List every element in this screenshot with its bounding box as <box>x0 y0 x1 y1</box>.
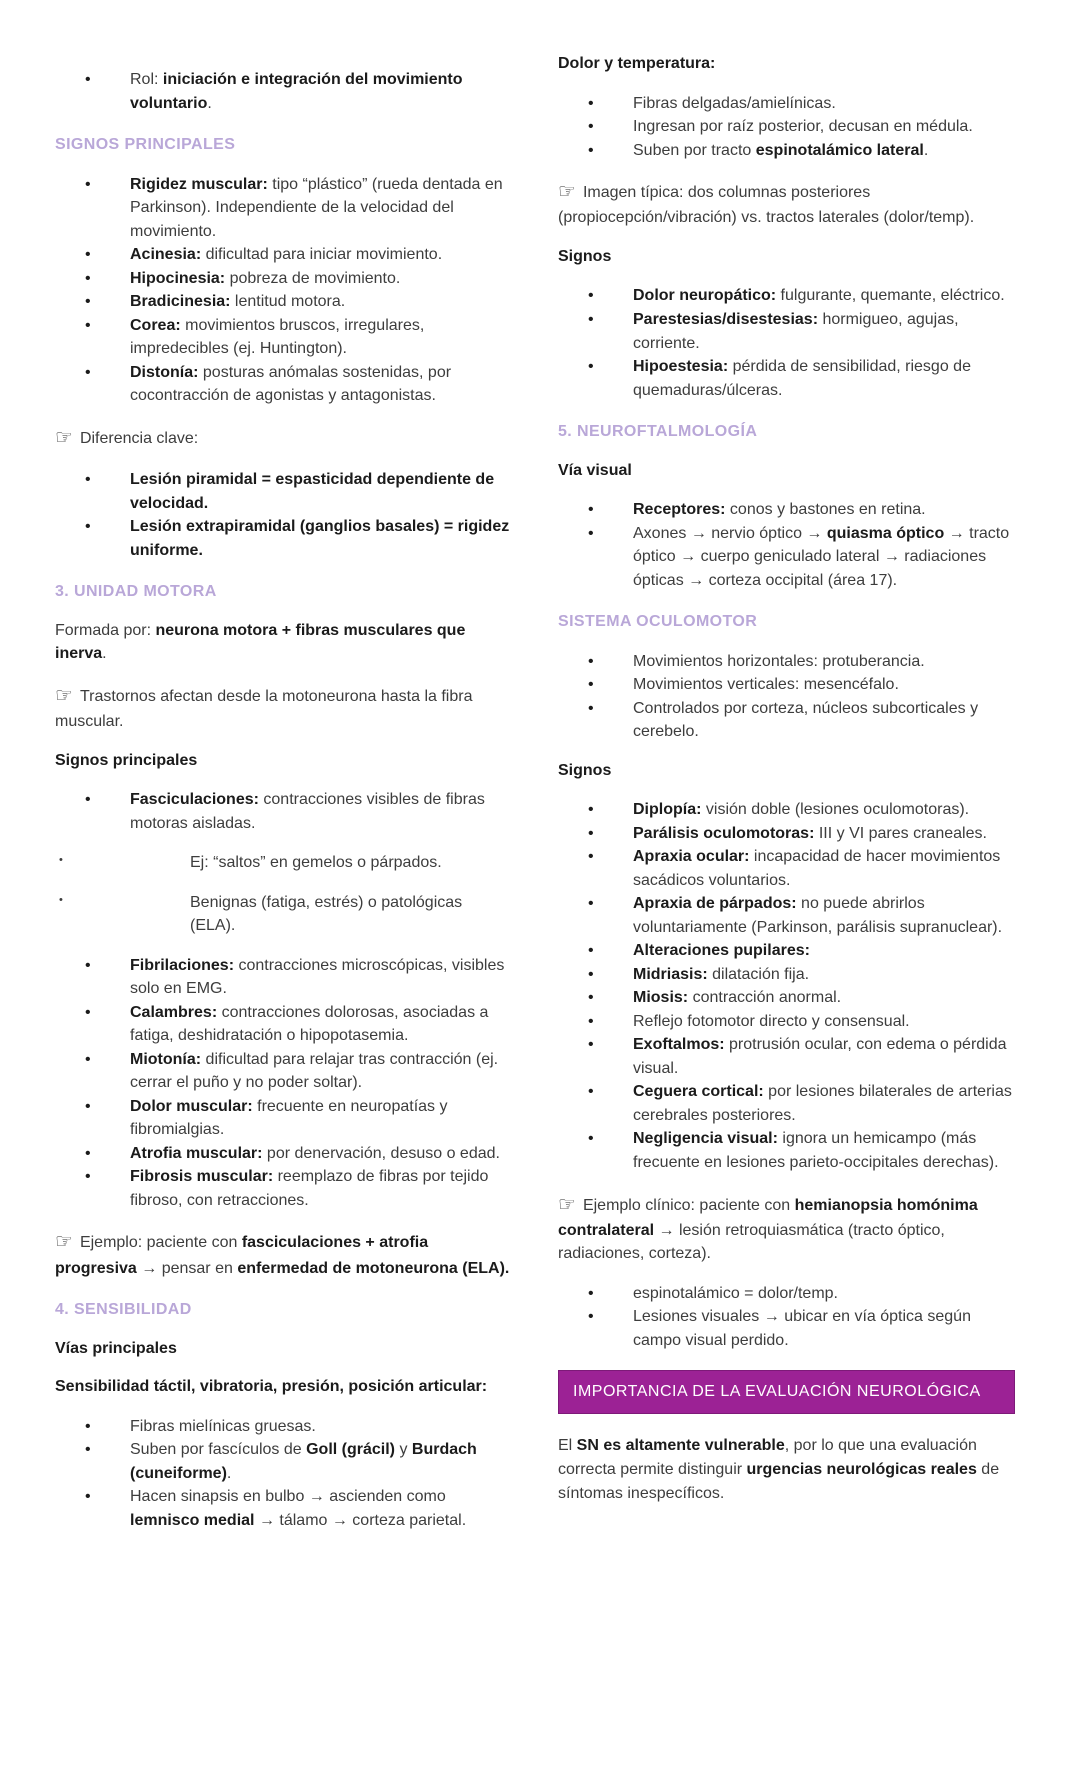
bold-text: Rigidez muscular: <box>130 175 268 193</box>
bullet-item <box>55 173 510 244</box>
subheading <box>558 459 1015 483</box>
bullet-list <box>558 798 1015 1174</box>
bold-text: Fasciculaciones: <box>130 791 259 809</box>
text: Diferencia clave: <box>79 429 199 447</box>
bullet-item <box>558 498 1015 522</box>
bullet-item <box>558 139 1015 163</box>
bold-text: Miosis: <box>633 989 689 1007</box>
bold-text: Sensibilidad táctil, vibratoria, presión, posición articular: <box>55 1378 488 1396</box>
text: incapacidad de hacer movimientos sacádicos voluntarios. <box>633 848 1001 889</box>
text: por denervación, desuso o edad. <box>262 1144 500 1162</box>
bold-text: Fibrilaciones: <box>130 956 235 974</box>
text: no puede abrirlos voluntariamente (Parkinson, parálisis supranuclear). <box>633 895 1003 936</box>
text: III y VI pares craneales. <box>814 824 987 842</box>
bold-text: Vía visual <box>558 461 632 479</box>
bullet-list <box>55 173 510 408</box>
text: Fibras mielínicas gruesas. <box>130 1417 316 1435</box>
bullet-item <box>55 1095 510 1142</box>
bullet-item <box>55 290 510 314</box>
text: dificultad para iniciar movimiento. <box>201 246 443 264</box>
section-heading: SISTEMA OCULOMOTOR <box>558 613 758 631</box>
bold-text: neurona motora + fibras musculares que inerva <box>55 621 466 663</box>
text: Suben por fascículos de <box>130 1441 307 1459</box>
bold-text: enfermedad de motoneurona (ELA). <box>237 1259 510 1277</box>
sub-bullet-item <box>55 891 510 938</box>
section-heading: 4. SENSIBILIDAD <box>55 1301 192 1319</box>
text: hormigueo, agujas, corriente. <box>633 311 959 352</box>
bullet-item <box>558 892 1015 939</box>
bold-text: Lesión extrapiramidal (ganglios basales) = rigidez uniforme. <box>130 518 510 559</box>
text: Hacen sinapsis en bulbo → ascienden como <box>130 1488 446 1506</box>
bold-text: Exoftalmos: <box>633 1036 725 1054</box>
note-paragraph <box>55 681 510 734</box>
bullet-item <box>558 650 1015 674</box>
text: Benignas (fatiga, estrés) o patológicas (ELA). <box>190 893 463 935</box>
bold-text: iniciación e integración del movimiento voluntario <box>130 71 463 112</box>
bold-text: Dolor neuropático: <box>633 287 777 305</box>
pointing-hand-icon: ☞ <box>55 426 73 449</box>
text: contracción anormal. <box>688 989 842 1007</box>
pointing-hand-icon: ☞ <box>558 1193 576 1216</box>
text: dificultad para relajar tras contracción (ej. cerrar el puño y no poder soltar). <box>130 1050 499 1092</box>
bullet-item <box>558 1282 1015 1306</box>
bold-text: Diplopía: <box>633 801 702 819</box>
note-paragraph <box>55 423 510 452</box>
bullet-list <box>558 650 1015 744</box>
text: por lesiones bilaterales de arterias cerebrales posteriores. <box>633 1083 1012 1124</box>
text: fulgurante, quemante, eléctrico. <box>776 287 1005 305</box>
bullet-item <box>55 1048 510 1095</box>
bold-text: urgencias neurológicas reales <box>746 1460 977 1478</box>
text: . <box>226 1464 232 1482</box>
text: contracciones microscópicas, visibles solo en EMG. <box>130 956 505 998</box>
text: Fibras delgadas/amielínicas. <box>633 94 836 112</box>
bold-text: Apraxia ocular: <box>633 848 750 866</box>
bold-text: Parestesias/disestesias: <box>633 311 819 328</box>
note-paragraph <box>55 1227 510 1280</box>
bold-text: Corea: <box>130 316 181 334</box>
bullet-item <box>55 243 510 267</box>
bold-text: Distonía: <box>130 363 199 381</box>
bullet-item <box>558 92 1015 116</box>
bold-text: Signos <box>558 247 612 265</box>
bullet-list <box>55 68 510 115</box>
right-column <box>558 52 1015 1547</box>
bold-text: lemnisco medial <box>130 1511 255 1529</box>
bullet-item <box>55 361 510 408</box>
text: pobreza de movimiento. <box>225 269 401 287</box>
bullet-item <box>558 822 1015 846</box>
bullet-list <box>55 788 510 835</box>
bold-text: Lesión piramidal = espasticidad dependiente de velocidad. <box>130 471 495 512</box>
bold-text: Signos principales <box>55 751 198 769</box>
text: Formada por: <box>55 621 156 639</box>
bold-text: Goll (grácil) <box>306 1441 396 1459</box>
bullet-item <box>558 355 1015 402</box>
section-heading: SIGNOS PRINCIPALES <box>55 136 236 154</box>
bold-text: fasciculaciones + atrofia progresiva <box>55 1234 429 1277</box>
text: . <box>923 141 929 159</box>
bold-text: Fibrosis muscular: <box>130 1168 274 1186</box>
text: Movimientos horizontales: protuberancia. <box>633 652 925 670</box>
bold-text: Vías principales <box>55 1339 177 1357</box>
note-paragraph <box>558 1190 1015 1266</box>
bullet-item <box>558 1033 1015 1080</box>
subheading <box>558 52 1015 76</box>
text: Trastornos afectan desde la motoneurona hasta la fibra muscular. <box>55 687 473 731</box>
text: . <box>207 94 212 112</box>
bullet-list <box>558 92 1015 163</box>
text: movimientos bruscos, irregulares, impredecibles (ej. Huntington). <box>130 316 425 358</box>
bullet-item <box>558 673 1015 697</box>
paragraph <box>55 619 510 666</box>
bullet-item <box>55 1415 510 1439</box>
bold-text: Midriasis: <box>633 965 708 983</box>
text: Axones → nervio óptico → <box>633 524 827 542</box>
bullet-list <box>55 1415 510 1533</box>
bold-text: Hipoestesia: <box>633 358 729 376</box>
text: visión doble (lesiones oculomotoras). <box>701 801 970 819</box>
bullet-item <box>558 1127 1015 1174</box>
bold-text: Receptores: <box>633 501 726 519</box>
section-banner: IMPORTANCIA DE LA EVALUACIÓN NEUROLÓGICA <box>558 1370 1015 1414</box>
bold-text: Acinesia: <box>130 246 202 264</box>
pointing-hand-icon: ☞ <box>55 684 73 707</box>
text: Rol: <box>130 71 163 88</box>
text: Controlados por corteza, núcleos subcorticales y cerebelo. <box>633 699 979 741</box>
bullet-item <box>55 954 510 1001</box>
text: reemplazo de fibras por tejido fibroso, con retracciones. <box>130 1168 489 1209</box>
text: Ej: “saltos” en gemelos o párpados. <box>190 854 442 872</box>
bullet-item <box>558 284 1015 308</box>
bold-text: Hipocinesia: <box>130 269 226 287</box>
section-heading: 3. UNIDAD MOTORA <box>55 583 217 601</box>
bullet-item <box>55 515 510 562</box>
text: ignora un hemicampo (más frecuente en lesiones parieto-occipitales derechas). <box>633 1130 999 1171</box>
text: Lesiones visuales → ubicar en vía óptica según campo visual perdido. <box>633 1308 971 1349</box>
bullet-item <box>55 314 510 361</box>
bullet-item <box>558 986 1015 1010</box>
left-column <box>55 52 510 1547</box>
bullet-item <box>558 697 1015 744</box>
note-paragraph <box>558 177 1015 230</box>
subheading <box>55 749 510 773</box>
text: Reflejo fotomotor directo y consensual. <box>633 1012 910 1030</box>
text: Movimientos verticales: mesencéfalo. <box>633 676 899 694</box>
bold-text: Calambres: <box>130 1003 218 1021</box>
bold-text: quiasma óptico <box>826 524 945 542</box>
text: El <box>558 1437 577 1455</box>
text: espinotalámico = dolor/temp. <box>633 1284 838 1302</box>
bullet-list <box>558 284 1015 402</box>
paragraph <box>558 1434 1015 1505</box>
bullet-item <box>558 1305 1015 1352</box>
sub-bullet-item <box>55 851 510 875</box>
bullet-list <box>558 498 1015 592</box>
bold-text: Apraxia de párpados: <box>633 895 797 913</box>
text: y <box>395 1441 412 1459</box>
text: Ejemplo: paciente con <box>79 1234 242 1252</box>
bold-text: Ceguera cortical: <box>633 1083 764 1101</box>
bullet-item <box>558 798 1015 822</box>
bullet-item <box>558 115 1015 139</box>
bullet-item <box>55 1485 510 1532</box>
bullet-item <box>55 788 510 835</box>
text: contracciones dolorosas, asociadas a fatiga, deshidratación o hipopotasemia. <box>130 1003 489 1045</box>
text: Suben por tracto <box>633 141 756 159</box>
text: dilatación fija. <box>707 965 810 983</box>
bullet-list <box>55 468 510 562</box>
bold-text: Atrofia muscular: <box>130 1144 263 1162</box>
bullet-item <box>558 1080 1015 1127</box>
bold-text: Miotonía: <box>130 1050 202 1068</box>
text: → tracto óptico → cuerpo geniculado lateral → radiaciones ópticas → corteza occipital (área 17). <box>633 524 1010 589</box>
pointing-hand-icon: ☞ <box>558 181 576 204</box>
bullet-item <box>558 1010 1015 1034</box>
text: pérdida de sensibilidad, riesgo de quemaduras/úlceras. <box>633 358 971 399</box>
bullet-item <box>55 1001 510 1048</box>
bullet-item <box>55 68 510 115</box>
text: → tálamo → corteza parietal. <box>254 1511 467 1529</box>
bold-text: SN es altamente vulnerable <box>576 1437 785 1455</box>
text: protrusión ocular, con edema o pérdida visual. <box>633 1036 1007 1077</box>
text: , por lo que una evaluación correcta permite distinguir <box>558 1437 977 1478</box>
bullet-item <box>558 963 1015 987</box>
text: posturas anómalas sostenidas, por cocontracción de agonistas y antagonistas. <box>130 363 452 405</box>
subheading <box>55 1337 510 1361</box>
bullet-item <box>558 522 1015 593</box>
bullet-item <box>558 308 1015 355</box>
text: → lesión retroquiasmática (tracto óptico, radiaciones, corteza). <box>558 1221 945 1263</box>
bullet-item <box>55 1142 510 1166</box>
text: contracciones visibles de fibras motoras aisladas. <box>130 791 485 832</box>
bold-text: Dolor muscular: <box>130 1097 253 1115</box>
bold-text: hemianopsia homónima contralateral <box>558 1196 978 1239</box>
bold-text: Burdach (cuneiforme) <box>130 1441 477 1482</box>
text: Ejemplo clínico: paciente con <box>582 1196 795 1214</box>
bold-text: Parálisis oculomotoras: <box>633 824 815 842</box>
subheading <box>558 759 1015 783</box>
bold-text: Alteraciones pupilares: <box>633 942 810 960</box>
subheading <box>558 245 1015 269</box>
bullet-item <box>55 468 510 515</box>
sub-bullet-list <box>55 851 510 938</box>
bold-text: Negligencia visual: <box>633 1130 778 1148</box>
bullet-item <box>558 845 1015 892</box>
text: → pensar en <box>136 1259 238 1277</box>
bullet-list <box>558 1282 1015 1353</box>
bold-text: Bradicinesia: <box>130 293 231 311</box>
bullet-item <box>55 1165 510 1212</box>
section-heading: 5. NEUROFTALMOLOGÍA <box>558 423 758 441</box>
bold-text: Signos <box>558 761 612 779</box>
text: de síntomas inespecíficos. <box>558 1460 1000 1502</box>
text: frecuente en neuropatías y fibromialgias. <box>130 1097 448 1139</box>
bold-text: Dolor y temperatura: <box>558 55 716 72</box>
bullet-list <box>55 954 510 1213</box>
bullet-item <box>55 267 510 291</box>
text: Ingresan por raíz posterior, decusan en médula. <box>633 118 973 136</box>
bold-text: espinotalámico lateral <box>755 141 924 159</box>
bullet-item <box>55 1438 510 1485</box>
text: lentitud motora. <box>230 293 346 311</box>
text: Imagen típica: dos columnas posteriores (propiocepción/vibración) vs. tractos laterales (dolor/temp). <box>558 184 975 227</box>
subheading <box>55 1375 510 1399</box>
text: conos y bastones en retina. <box>725 501 926 519</box>
bullet-item <box>558 939 1015 963</box>
pointing-hand-icon: ☞ <box>55 1231 73 1254</box>
text: . <box>102 645 107 663</box>
text: tipo “plástico” (rueda dentada en Parkinson). Independiente de la velocidad del movimiento. <box>130 175 503 240</box>
